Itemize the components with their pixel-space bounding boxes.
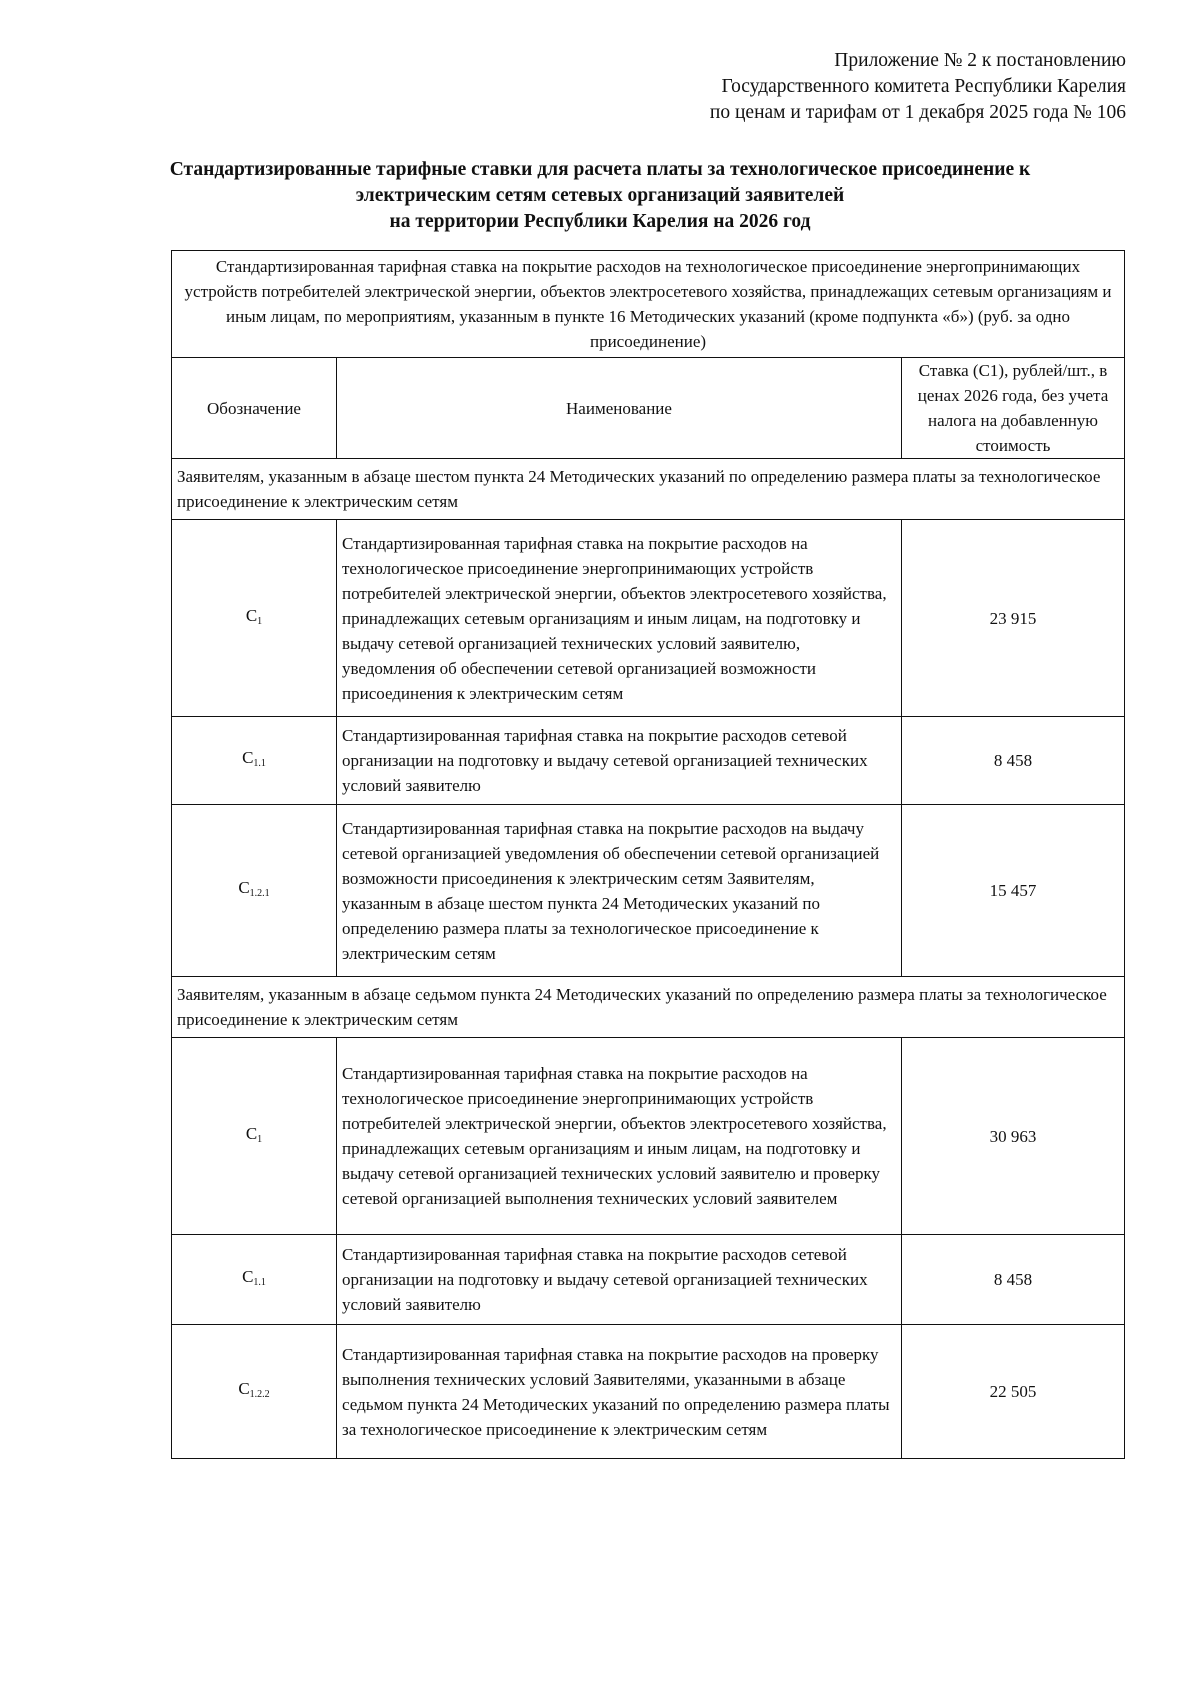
title-line-1: Стандартизированные тарифные ставки для расчета платы за технологическое присоединение к (169, 159, 1031, 180)
rate-code: $С_1$ (172, 1038, 337, 1235)
rate-code: $С_{1.2.1}$ (172, 805, 337, 977)
section-label: Заявителям, указанным в абзаце шестом пункта 24 Методических указаний по определению размера платы за технологическое присоединение к электрическим сетям (172, 459, 1125, 520)
table-row (172, 520, 1125, 717)
table-row (172, 1038, 1125, 1235)
appendix-line-2: Государственного комитета Республики Карелия (721, 76, 1126, 97)
rate-name: Стандартизированная тарифная ставка на покрытие расходов на технологическое присоединение энергопринимающих устройств потребителей электрической энергии, объектов электросетевого хозяйства, принадлежащих сетевым организациям и иным лицам, на подготовку и выдачу сетевой организацией технических условий заявителю и проверку сетевой организацией выполнения технических условий заявителем (337, 1038, 902, 1235)
table-header-row (172, 358, 1125, 459)
rate-value: 22 505 (902, 1325, 1125, 1459)
appendix-line-1: Приложение № 2 к постановлению (834, 50, 1126, 71)
table-row (172, 1325, 1125, 1459)
tariff-table (171, 250, 1125, 1459)
rate-name: Стандартизированная тарифная ставка на покрытие расходов сетевой организации на подготовку и выдачу сетевой организацией технических условий заявителю (337, 1235, 902, 1325)
rate-code: $С_{1.1}$ (172, 717, 337, 805)
section-row (172, 459, 1125, 520)
rate-code: $С_{1.1}$ (172, 1235, 337, 1325)
rate-name: Стандартизированная тарифная ставка на покрытие расходов на технологическое присоединение энергопринимающих устройств потребителей электрической энергии, объектов электросетевого хозяйства, принадлежащих сетевым организациям и иным лицам, на подготовку и выдачу сетевой организацией технических условий заявителю, уведомления об обеспечении сетевой организацией возможности присоединения к электрическим сетям (337, 520, 902, 717)
rate-code: $С_1$ (172, 520, 337, 717)
appendix-header (526, 48, 1126, 126)
appendix-line-3: по ценам и тарифам от 1 декабря 2025 года № 106 (709, 102, 1126, 123)
rate-value: 23 915 (902, 520, 1125, 717)
document-title (120, 157, 1080, 235)
table-row (172, 805, 1125, 977)
header-rate: Ставка (С1), рублей/шт., в ценах 2026 года, без учета налога на добавленную стоимость (902, 358, 1125, 459)
section-label: Заявителям, указанным в абзаце седьмом пункта 24 Методических указаний по определению размера платы за технологическое присоединение к электрическим сетям (172, 977, 1125, 1038)
rate-value: 8 458 (902, 717, 1125, 805)
table-caption: Стандартизированная тарифная ставка на покрытие расходов на технологическое присоединение энергопринимающих устройств потребителей электрической энергии, объектов электросетевого хозяйства, принадлежащих сетевым организациям и иным лицам, по мероприятиям, указанным в пункте 16 Методических указаний (кроме подпункта «б») (руб. за одно присоединение) (172, 251, 1125, 358)
title-line-3: на территории Республики Карелия на 2026 год (389, 211, 811, 232)
table-caption-row (172, 251, 1125, 358)
rate-name: Стандартизированная тарифная ставка на покрытие расходов сетевой организации на подготовку и выдачу сетевой организацией технических условий заявителю (337, 717, 902, 805)
table-row (172, 717, 1125, 805)
table-row (172, 1235, 1125, 1325)
header-name: Наименование (337, 358, 902, 459)
header-code: Обозначение (172, 358, 337, 459)
rate-value: 30 963 (902, 1038, 1125, 1235)
rate-code: $С_{1.2.2}$ (172, 1325, 337, 1459)
rate-value: 8 458 (902, 1235, 1125, 1325)
rate-name: Стандартизированная тарифная ставка на покрытие расходов на выдачу сетевой организацией уведомления об обеспечении сетевой организацией возможности присоединения к электрическим сетям Заявителям, указанным в абзаце шестом пункта 24 Методических указаний по определению размера платы за технологическое присоединение к электрическим сетям (337, 805, 902, 977)
rate-value: 15 457 (902, 805, 1125, 977)
title-line-2: электрическим сетям сетевых организаций заявителей (355, 185, 845, 206)
rate-name: Стандартизированная тарифная ставка на покрытие расходов на проверку выполнения технических условий Заявителями, указанными в абзаце седьмом пункта 24 Методических указаний по определению размера платы за технологическое присоединение к электрическим сетям (337, 1325, 902, 1459)
section-row (172, 977, 1125, 1038)
